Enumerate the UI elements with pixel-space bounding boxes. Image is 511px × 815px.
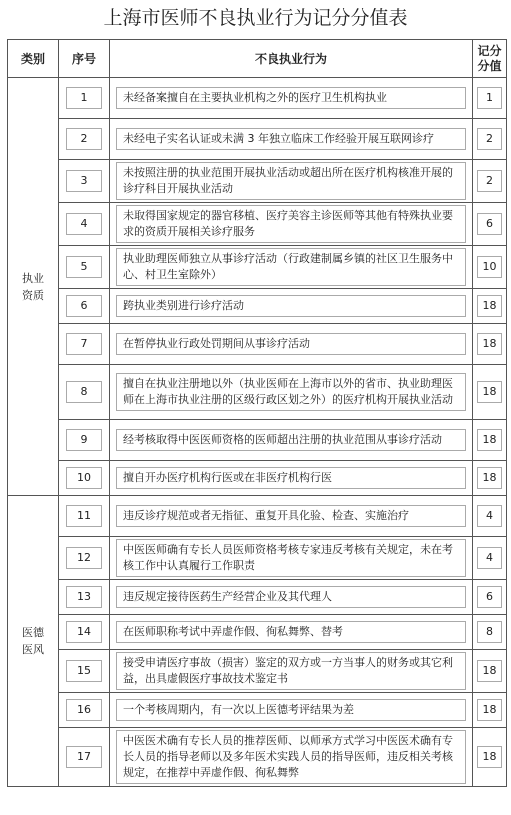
score-value: 18 — [477, 381, 502, 403]
behavior-cell — [110, 78, 473, 119]
header-score-line1: 记分 — [477, 43, 502, 58]
score-value: 18 — [477, 333, 502, 355]
table-header-row — [8, 40, 507, 78]
score-value: 6 — [477, 213, 502, 235]
row-number-cell — [59, 119, 110, 160]
row-number-cell — [59, 289, 110, 324]
row-number: 14 — [66, 621, 102, 643]
score-value: 2 — [477, 128, 502, 150]
row-number-cell — [59, 78, 110, 119]
table-row — [8, 496, 507, 537]
table-row — [8, 119, 507, 160]
score-cell — [473, 580, 507, 615]
behavior-text: 未经备案擅自在主要执业机构之外的医疗卫生机构执业 — [116, 87, 466, 109]
score-cell — [473, 420, 507, 461]
table-row — [8, 615, 507, 650]
behavior-cell — [110, 203, 473, 246]
behavior-text: 擅自在执业注册地以外（执业医师在上海市以外的省市、执业助理医师在上海市执业注册的区级行政区划之外）的医疗机构开展执业活动 — [116, 373, 466, 411]
table-row — [8, 289, 507, 324]
score-value: 1 — [477, 87, 502, 109]
row-number: 1 — [66, 87, 102, 109]
score-value: 18 — [477, 699, 502, 721]
behavior-cell — [110, 615, 473, 650]
behavior-cell — [110, 461, 473, 496]
score-cell — [473, 461, 507, 496]
row-number: 9 — [66, 429, 102, 451]
score-cell — [473, 728, 507, 787]
row-number: 10 — [66, 467, 102, 489]
row-number-cell — [59, 728, 110, 787]
score-cell — [473, 78, 507, 119]
category-cell — [8, 496, 59, 787]
behavior-text: 经考核取得中医医师资格的医师超出注册的执业范围从事诊疗活动 — [116, 429, 466, 451]
row-number: 4 — [66, 213, 102, 235]
row-number-cell — [59, 461, 110, 496]
table-row — [8, 365, 507, 420]
table-row — [8, 650, 507, 693]
behavior-text: 未经电子实名认证或未满 3 年独立临床工作经验开展互联网诊疗 — [116, 128, 466, 150]
behavior-cell — [110, 246, 473, 289]
score-cell — [473, 496, 507, 537]
behavior-text: 执业助理医师独立从事诊疗活动（行政建制属乡镇的社区卫生服务中心、村卫生室除外） — [116, 248, 466, 286]
category-label-line1: 执业 — [22, 271, 44, 285]
row-number: 17 — [66, 746, 102, 768]
category-label-line2: 资质 — [22, 288, 44, 302]
behavior-cell — [110, 420, 473, 461]
table-row — [8, 461, 507, 496]
row-number-cell — [59, 203, 110, 246]
category-label-line2: 医风 — [22, 643, 44, 656]
behavior-cell — [110, 119, 473, 160]
page-title: 上海市医师不良执业行为记分分值表 — [103, 7, 408, 29]
behavior-cell — [110, 324, 473, 365]
row-number: 11 — [66, 505, 102, 527]
table-row — [8, 324, 507, 365]
behavior-cell — [110, 728, 473, 787]
behavior-cell — [110, 580, 473, 615]
table-row — [8, 580, 507, 615]
header-score — [473, 40, 507, 78]
score-cell — [473, 615, 507, 650]
behavior-text: 中医医术确有专长人员的推荐医师、以师承方式学习中医医术确有专长人员的指导老师以及多年医术实践人员的指导医师，违反相关考核规定，在推荐中弄虚作假、徇私舞弊 — [116, 730, 466, 784]
row-number-cell — [59, 324, 110, 365]
behavior-score-table — [7, 39, 507, 787]
behavior-cell — [110, 160, 473, 203]
score-cell — [473, 203, 507, 246]
row-number-cell — [59, 580, 110, 615]
table-row — [8, 728, 507, 787]
header-category: 类别 — [8, 40, 59, 78]
row-number-cell — [59, 615, 110, 650]
score-cell — [473, 160, 507, 203]
table-row — [8, 537, 507, 580]
row-number-cell — [59, 693, 110, 728]
category-cell — [8, 78, 59, 496]
table-row — [8, 203, 507, 246]
behavior-cell — [110, 365, 473, 420]
score-cell — [473, 365, 507, 420]
score-cell — [473, 246, 507, 289]
score-cell — [473, 289, 507, 324]
score-value: 18 — [477, 429, 502, 451]
behavior-cell — [110, 496, 473, 537]
table-row — [8, 246, 507, 289]
row-number: 16 — [66, 699, 102, 721]
row-number-cell — [59, 365, 110, 420]
row-number: 3 — [66, 170, 102, 192]
behavior-text: 未按照注册的执业范围开展执业活动或超出所在医疗机构核准开展的诊疗科目开展执业活动 — [116, 162, 466, 200]
behavior-text: 违反诊疗规范或者无指征、重复开具化验、检查、实施治疗 — [116, 505, 466, 527]
row-number-cell — [59, 650, 110, 693]
score-value: 6 — [477, 586, 502, 608]
score-value: 18 — [477, 660, 502, 682]
score-value: 18 — [477, 746, 502, 768]
row-number-cell — [59, 420, 110, 461]
table-row — [8, 693, 507, 728]
score-value: 4 — [477, 505, 502, 527]
behavior-text: 跨执业类别进行诊疗活动 — [116, 295, 466, 317]
behavior-cell — [110, 650, 473, 693]
score-value: 8 — [477, 621, 502, 643]
row-number-cell — [59, 246, 110, 289]
row-number: 15 — [66, 660, 102, 682]
behavior-text: 接受申请医疗事故（损害）鉴定的双方或一方当事人的财务或其它利益，出具虚假医疗事故技术鉴定书 — [116, 652, 466, 690]
row-number: 12 — [66, 547, 102, 569]
row-number: 13 — [66, 586, 102, 608]
behavior-text: 一个考核周期内，有一次以上医德考评结果为差 — [116, 699, 466, 721]
row-number: 8 — [66, 381, 102, 403]
table-row — [8, 160, 507, 203]
behavior-text: 违反规定接待医药生产经营企业及其代理人 — [116, 586, 466, 608]
category-label-line1: 医德 — [22, 626, 44, 639]
score-value: 10 — [477, 256, 502, 278]
score-value: 2 — [477, 170, 502, 192]
table-row — [8, 78, 507, 119]
row-number-cell — [59, 160, 110, 203]
score-cell — [473, 650, 507, 693]
behavior-cell — [110, 693, 473, 728]
behavior-text: 中医医师确有专长人员医师资格考核专家违反考核有关规定，未在考核工作中认真履行工作职责 — [116, 539, 466, 577]
header-score-line2: 分值 — [477, 58, 502, 73]
row-number: 5 — [66, 256, 102, 278]
header-number: 序号 — [59, 40, 110, 78]
score-value: 4 — [477, 547, 502, 569]
score-cell — [473, 537, 507, 580]
score-value: 18 — [477, 295, 502, 317]
row-number: 7 — [66, 333, 102, 355]
row-number: 6 — [66, 295, 102, 317]
behavior-cell — [110, 537, 473, 580]
table-row — [8, 420, 507, 461]
behavior-text: 未取得国家规定的器官移植、医疗美容主诊医师等其他有特殊执业要求的资质开展相关诊疗服务 — [116, 205, 466, 243]
score-cell — [473, 324, 507, 365]
score-cell — [473, 693, 507, 728]
score-cell — [473, 119, 507, 160]
behavior-text: 在医师职称考试中弄虚作假、徇私舞弊、替考 — [116, 621, 466, 643]
behavior-cell — [110, 289, 473, 324]
row-number-cell — [59, 537, 110, 580]
score-value: 18 — [477, 467, 502, 489]
header-behavior: 不良执业行为 — [110, 40, 473, 78]
row-number: 2 — [66, 128, 102, 150]
behavior-text: 擅自开办医疗机构行医或在非医疗机构行医 — [116, 467, 466, 489]
row-number-cell — [59, 496, 110, 537]
behavior-text: 在暂停执业行政处罚期间从事诊疗活动 — [116, 333, 466, 355]
